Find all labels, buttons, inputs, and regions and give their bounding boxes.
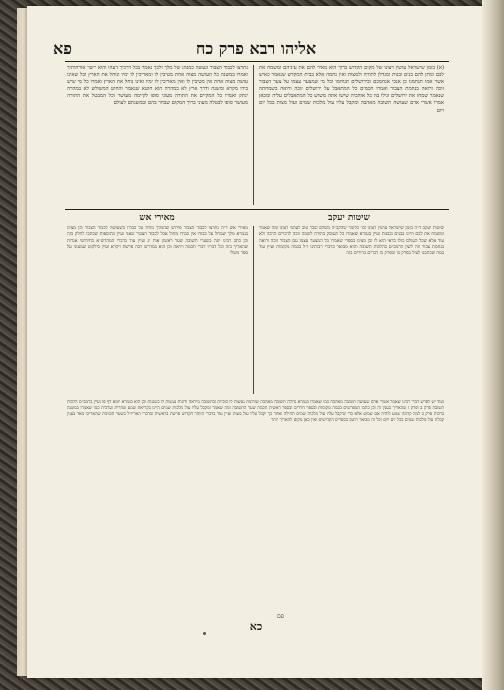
main-text-right-column: (א) בזמן שישראל עושין רצונו של מקום הקדוש ברוך הוא מאיר להם את עיניהם ומשמח את לבם ונותן להם בנים ובנות ומגדלן לתורה ולמצות ואין נחמה אלא בבית המקדש שנאמר כאיש אשר אמו תנחמנו כן אנכי אנחמכם ובירושלים תנוחמו וכל מי שמצער עצמו על צער הצבור זוכה ורואה בנחמת הצבור ואמרו חכמים כל המתאבל על ירושלים זוכה ורואה בשמחתה שנאמר שמחו את ירושלים וגילו בה כל אוהביה שישו אתה משוש כל המתאבלים עליה ומכאן אמרו אשרי אדם שעושה תשובה מאהבה ומקבל עליו עול מלכות שמים ועול מצות בכל יום ויום [259,65,444,114]
commentary-heading-left: מאירי אש [139,213,175,223]
signature-mark: פם [277,613,284,620]
commentary-left-column: מאירי אש ד״ה נתרצו לכבוד הצבור פירוש שהמלך מוחל על כבודו כשעושה לכבוד הצבור וכן מצינו בגמרא מלך שמחל על כבודו אין כבודו מחול אבל לכבוד הצבור שאני ועיין בתוספות שכתבו לחלק בזה וכן כתב רבינו יונה בשערי תשובה שער ראשון אות יג ועיין עוד בדברי המהרש״א בחידושי אגדות שהאריך בזה וכל דבריו דברי חכמה ויראה וכן הוא במדרש רבה פרשת ויקרא ועיין בילקוט שמעוני על ספר משלי [67,226,248,257]
commentary-heading-right: שיטות יעקב [328,213,370,223]
running-title: אליהו רבא פרק כח [195,39,317,58]
header-rule [65,61,449,62]
commentary-divider [253,226,254,394]
commentary-right-column: שיטות יעקב ד״ה בזמן שישראל עושין רצונו וכו׳ כלומר שהקב״ה משלם שכר טוב לעושי רצונו ומה שאמר ומשמח את לבם היינו בבנים ובבנות ועיין בגמרא שאמרו כל העוסק בתורה לשמה זוכה לדברים הרבה ולא עוד אלא שכל העולם כולו כדאי הוא לו וכן מצינו בספרי שאמרו כל המצער עצמו עם הצבור זוכה ורואה בנחמת צבור וזה לשון הרמב״ם בהלכות תשובה והוא מבואר בדברי רבותינו ז״ל בכמה מקומות ועיין עוד במה שכתבנו לעיל בפרק כו ובפרק כז דברים ברורים בזה [259,226,444,257]
main-text-left-column: נתרצו לכבוד הצבור ונעשה כמנהג של מלך ולכך נאמר בכל דרכיך דעהו והוא יישר אורחותיך ואמרו במשנה כל העושה מצוה אחת מטיבין לו ומאריכין לו ימיו ונוחל את הארץ וכל שאינו עושה מצוה אחת אין מטיבין לו ואין מאריכין לו ימיו ואינו נוחל את הארץ ואמרו כל מי שיש בידו מקרא ומשנה ודרך ארץ לא במהרה הוא חוטא שנאמר והחוט המשולש לא במהרה ינתק ואמרו כל המקיים את התורה מעוני סופו לקיימה מעושר וכל המבטל את התורה מעושר סופו לבטלה מעוני ברוך המקום שבחר בהם ובמשנתם לעולם [67,65,248,107]
main-text-rule [65,209,449,210]
folio-number: פא [53,39,72,58]
book-page [27,6,485,678]
ink-speck [203,632,206,635]
book-spine [482,0,504,690]
column-divider [253,65,254,205]
page-number-bottom: כא [249,620,263,633]
running-header [27,39,485,59]
commentary-wide-block: ועוד יש לפרש דברי רבינו שאמר אשרי אדם שעושה תשובה מאהבה כמו שאמרו בגמרא גדולה תשובה מאהבה שזדונות נעשות לו כזכיות ובתשובה מיראה זדונות נעשות לו כשגגות וכן הוא בגמרא יומא דף פו ועיין ברמב״ם הלכות תשובה פרק ב ופרק ז שהאריך בענין זה וכן כתבו המפרשים בכמה מקומות ובספר חרדים ובספר ראשית חכמה שער התשובה ומה שאמר ומקבל עליו עול מלכות שמים היינו בקריאת שמע שחרית וערבית כמו שאמרו במשנה ברכות פרק ב למה קדמה שמע לוהיה אם שמוע אלא כדי שיקבל עליו עול מלכות שמים תחילה ואחר כך יקבל עליו עול מצות ועיין עוד בדברי הזוהר הקדוש פרשת בראשית ובדברי האריז״ל בשער הכוונות שהאריכו מאד בענין קבלת עול מלכות שמים בכל יום ויום וכל זה מבואר היטב בספרים הקדושים ואין כאן מקום להאריך יותר [67,400,444,424]
